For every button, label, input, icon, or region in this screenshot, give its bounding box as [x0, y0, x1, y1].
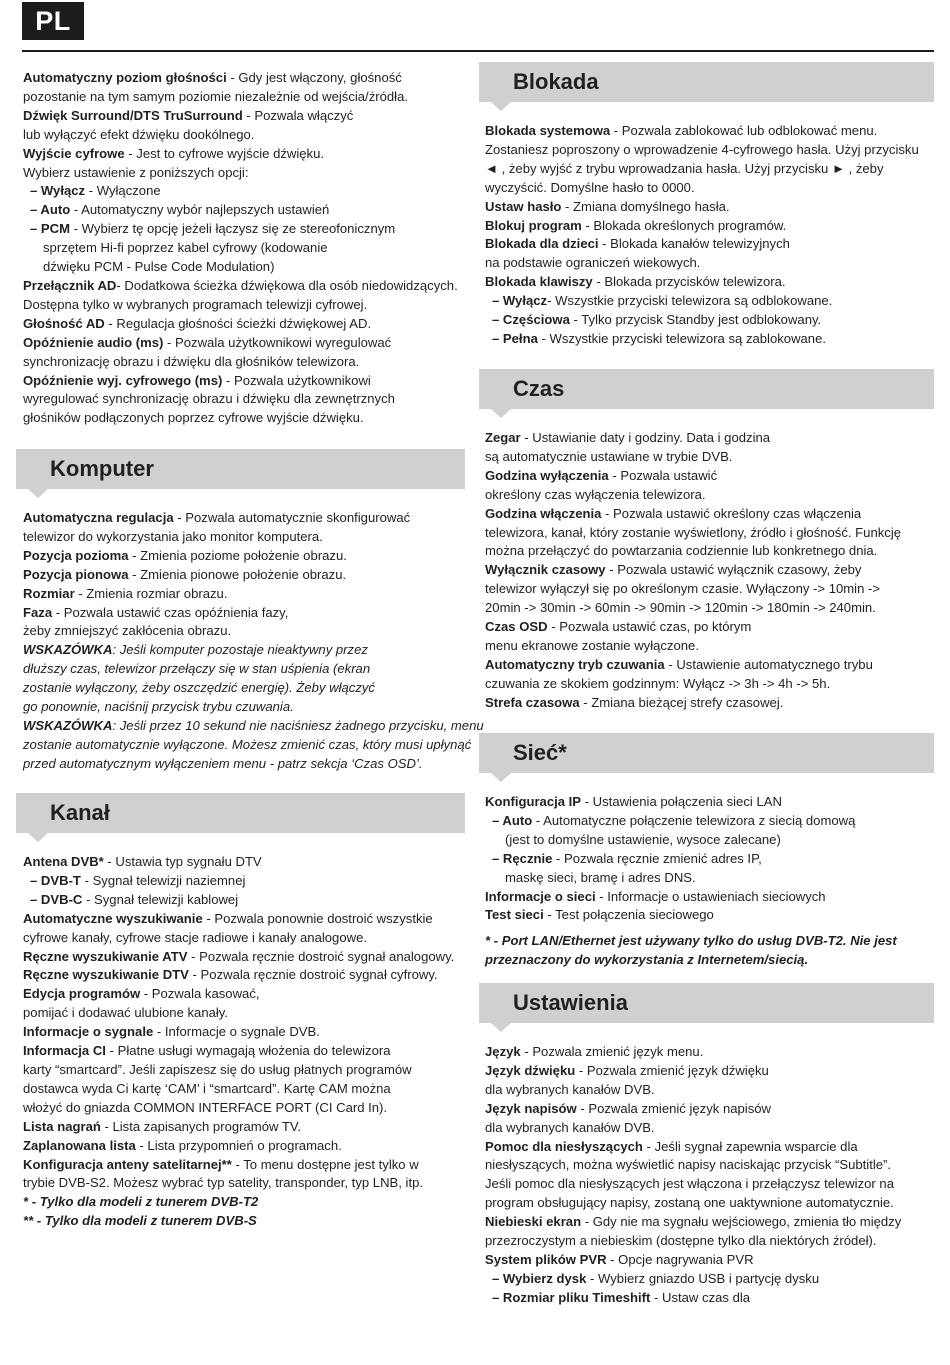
- komputer-text: [23, 509, 484, 774]
- term: Automatyczna regulacja: [23, 510, 174, 525]
- text-line: [485, 254, 930, 273]
- term: Język dźwięku: [485, 1062, 576, 1078]
- text-line: [23, 547, 468, 566]
- description: - Pozwala użytkownikowi: [222, 372, 371, 388]
- text-line: [485, 160, 930, 179]
- description: dla wybranych kanałów DVB.: [485, 1119, 655, 1135]
- text-line: [23, 69, 468, 88]
- description: go ponownie, naciśnij przycisk trybu czuwania.: [23, 699, 294, 715]
- text-line: [23, 509, 468, 528]
- term: Rozmiar: [23, 585, 75, 601]
- description: - Tylko przycisk Standby jest odblokowany.: [569, 312, 822, 328]
- description: trybie DVB-S2. Możesz wybrać typ satelity, transponder, typ LNB, itp.: [23, 1175, 424, 1191]
- description: - Pozwala zablokować lub odblokować menu.: [610, 123, 878, 138]
- term: – Wyłącz: [492, 293, 548, 309]
- term: – Auto: [492, 812, 533, 828]
- text-line: [23, 201, 468, 220]
- text-line: [23, 985, 468, 1004]
- text-line: [23, 239, 468, 258]
- text-line: [23, 126, 468, 145]
- text-line: [485, 429, 930, 448]
- description: - Regulacja głośności ścieżki dźwiękowej AD.: [104, 315, 372, 331]
- text-line: [485, 951, 930, 970]
- text-line: [23, 1193, 468, 1212]
- section-header-blokada: [479, 62, 934, 102]
- term: Informacje o sygnale: [23, 1024, 154, 1040]
- term: Ręczne wyszukiwanie ATV: [23, 948, 188, 964]
- description: - Sygnał telewizji kablowej: [82, 891, 239, 907]
- description: - Dodatkowa ścieżka dźwiękowa dla osób niedowidzących.: [116, 277, 458, 293]
- description: - Ustawienia połączenia sieci LAN: [581, 794, 782, 809]
- description: - Pozwala zmienić język menu.: [520, 1044, 704, 1059]
- text-line: [485, 448, 930, 467]
- term: Zegar: [485, 430, 521, 445]
- text-line: [485, 793, 930, 812]
- text-line: [23, 585, 468, 604]
- text-line: [485, 273, 930, 292]
- section-header-ustawienia: [479, 983, 934, 1023]
- description: sprzętem Hi-fi poprzez kabel cyfrowy (kodowanie: [43, 240, 328, 256]
- term: Blokuj program: [485, 217, 582, 233]
- term: Blokada systemowa: [485, 123, 611, 138]
- text-line: [23, 88, 468, 107]
- text-line: [485, 1270, 930, 1289]
- term: Język napisów: [485, 1100, 577, 1116]
- text-line: [485, 1175, 930, 1194]
- term: * - Tylko dla modeli z tunerem DVB-T2: [23, 1194, 259, 1210]
- text-line: [23, 641, 468, 660]
- description: - Zmienia pionowe położenie obrazu.: [128, 566, 347, 582]
- text-line: [485, 467, 930, 486]
- text-line: [485, 141, 930, 160]
- text-line: [485, 235, 930, 254]
- description: program obsługujący napisy, zostaną one uaktywnione automatycznie.: [485, 1195, 894, 1211]
- blokada-text: [485, 122, 930, 349]
- description: czuwania ze skokiem godzinnym: Wyłącz -> 3h -> 4h -> 5h.: [485, 675, 831, 691]
- description: Zostaniesz poproszony o wprowadzenie 4-cyfrowego hasła. Użyj przycisku: [485, 141, 919, 157]
- term: Konfiguracja IP: [485, 794, 582, 809]
- text-line: [23, 390, 468, 409]
- term: Ustaw hasło: [485, 198, 562, 214]
- description: - Wybierz tę opcję jeżeli łączysz się ze stereofonicznym: [70, 221, 396, 237]
- section-header-komputer: [16, 449, 465, 489]
- description: - Zmienia rozmiar obrazu.: [74, 585, 228, 601]
- text-line: [23, 566, 468, 585]
- description: - Wszystkie przyciski telewizora są zablokowane.: [537, 330, 827, 346]
- text-line: [23, 717, 484, 736]
- description: żeby zmniejszyć zakłócenia obrazu.: [23, 623, 232, 639]
- description: - Wybierz gniazdo USB i partycję dysku: [586, 1270, 820, 1286]
- description: telewizor do wykorzystania jako monitor komputera.: [23, 528, 323, 544]
- term: Automatyczny tryb czuwania: [485, 656, 665, 672]
- text-line: [23, 755, 468, 774]
- description: - Pozwala włączyć: [242, 107, 354, 123]
- section-title: Komputer: [50, 456, 154, 481]
- description: na podstawie ograniczeń wiekowych.: [485, 255, 701, 271]
- text-line: [23, 1212, 468, 1231]
- description: pozostanie na tym samym poziomie niezależnie od wejścia/źródła.: [23, 88, 408, 104]
- description: - Ustawia typ sygnału DTV: [103, 854, 262, 869]
- section-header-siec: [479, 733, 934, 773]
- description: lub wyłączyć efekt dźwięku dookólnego.: [23, 126, 255, 142]
- text-line: [23, 679, 468, 698]
- text-line: [485, 580, 930, 599]
- term: – Pełna: [492, 330, 538, 346]
- description: - Ustawienie automatycznego trybu: [664, 656, 873, 672]
- term: Wyłącznik czasowy: [485, 562, 606, 578]
- text-line: [23, 891, 468, 910]
- term: Czas OSD: [485, 619, 548, 635]
- description: 20min -> 30min -> 60min -> 90min -> 120min -> 180min -> 240min.: [485, 600, 876, 616]
- description: - Sygnał telewizji naziemnej: [80, 872, 246, 888]
- text-line: [485, 1119, 930, 1138]
- term: – Wyłącz: [30, 183, 86, 199]
- text-line: [23, 910, 468, 929]
- term: Edycja programów: [23, 986, 141, 1002]
- text-line: [485, 179, 930, 198]
- description: - Automatyczny wybór najlepszych ustawień: [70, 202, 330, 218]
- description: - Pozwala ponownie dostroić wszystkie: [202, 910, 433, 926]
- description: - Ustawianie daty i godziny. Data i godzina: [520, 430, 771, 445]
- description: - Pozwala ręcznie zmienić adres IP,: [552, 850, 762, 866]
- text-line: [23, 1080, 468, 1099]
- term: Dźwięk Surround/DTS TruSurround: [23, 107, 243, 123]
- text-line: [485, 486, 930, 505]
- text-line: [485, 831, 930, 850]
- description: - Test połączenia sieciowego: [543, 907, 714, 923]
- text-line: [485, 1156, 930, 1175]
- header-rule: [22, 50, 934, 52]
- term: – Ręcznie: [492, 850, 553, 866]
- description: dostawca wyda Ci kartę ‘CAM’ i “smartcard”. Kartę CAM można: [23, 1080, 391, 1096]
- description: - Pozwala ustawić określony czas włączenia: [601, 505, 862, 521]
- text-line: [23, 296, 468, 315]
- term: Opóźnienie audio (ms): [23, 334, 164, 350]
- description: dla wybranych kanałów DVB.: [485, 1081, 655, 1097]
- description: (jest to domyślne ustawienie, wysoce zalecane): [505, 831, 781, 847]
- section-title: Czas: [513, 376, 565, 401]
- text-line: [485, 637, 930, 656]
- text-line: [485, 675, 930, 694]
- description: - Pozwala ręcznie dostroić sygnał cyfrowy.: [188, 967, 438, 983]
- term: Faza: [23, 604, 53, 620]
- text-line: [23, 966, 468, 985]
- description: - Gdy jest włączony, głośność: [226, 70, 402, 85]
- text-line: [23, 1118, 468, 1137]
- text-line: [485, 618, 930, 637]
- text-line: [23, 736, 472, 755]
- term: Język: [485, 1044, 521, 1059]
- text-line: [23, 872, 468, 891]
- term: Konfiguracja anteny satelitarnej**: [23, 1156, 232, 1172]
- term: Strefa czasowa: [485, 694, 580, 710]
- text-line: [23, 145, 468, 164]
- text-line: [23, 929, 468, 948]
- description: maskę sieci, bramę i adres DNS.: [505, 869, 696, 885]
- section-title: Sieć*: [513, 740, 567, 765]
- text-line: [485, 1194, 930, 1213]
- text-line: [485, 656, 930, 675]
- term: – Auto: [30, 202, 71, 218]
- text-line: [23, 1137, 468, 1156]
- description: - Zmiana bieżącej strefy czasowej.: [579, 694, 784, 710]
- term: Lista nagrań: [23, 1118, 101, 1134]
- text-line: [485, 850, 930, 869]
- audio-settings-text: [23, 69, 468, 428]
- description: - Wyłączone: [85, 183, 161, 199]
- description: - Pozwala zmienić język dźwięku: [575, 1062, 769, 1078]
- term: Automatyczne wyszukiwanie: [23, 910, 203, 926]
- term: przeznaczony do wykorzystania z Internetem/siecią.: [485, 952, 809, 968]
- text-line: [23, 258, 468, 277]
- text-line: [23, 528, 468, 547]
- description: wyregulować synchronizację obrazu i dźwięku dla zewnętrznych: [23, 391, 395, 407]
- description: - Pozwala ustawić czas, po którym: [547, 619, 752, 635]
- description: - Pozwala ustawić czas opóźnienia fazy,: [52, 604, 289, 620]
- text-line: [485, 1251, 930, 1270]
- ustawienia-text: [485, 1043, 930, 1308]
- text-line: [485, 1100, 930, 1119]
- text-line: [485, 869, 930, 888]
- section-header-kanal: [16, 793, 465, 833]
- description: zostanie automatycznie wyłączone. Możesz zmienić czas, który musi upłynąć: [23, 736, 472, 752]
- text-line: [485, 1062, 930, 1081]
- term: – Rozmiar pliku Timeshift: [492, 1289, 651, 1305]
- text-line: [23, 372, 468, 391]
- term: Blokada klawiszy: [485, 274, 593, 290]
- term: Niebieski ekran: [485, 1214, 582, 1230]
- description: - Zmiana domyślnego hasła.: [561, 198, 730, 214]
- term: – DVB-T: [30, 872, 81, 888]
- text-line: [485, 1138, 930, 1157]
- text-line: [23, 1061, 468, 1080]
- text-line: [485, 542, 930, 561]
- term: Głośność AD: [23, 315, 105, 331]
- text-line: [23, 660, 468, 679]
- text-line: [485, 561, 930, 580]
- description: włożyć do gniazda COMMON INTERFACE PORT (CI Card In).: [23, 1099, 388, 1115]
- description: synchronizację obrazu i dźwięku dla głośników telewizora.: [23, 353, 360, 369]
- text-line: [23, 604, 468, 623]
- kanal-text: [23, 853, 468, 1231]
- text-line: [485, 292, 930, 311]
- description: - Pozwala automatycznie skonfigurować: [173, 510, 411, 525]
- text-line: [23, 1023, 468, 1042]
- description: - Opcje nagrywania PVR: [606, 1251, 754, 1267]
- term: Przełącznik AD: [23, 277, 117, 293]
- term: – PCM: [30, 221, 71, 237]
- description: telewizora, kanał, który zostanie wyświetlony, źródło i głośność. Funkcję: [485, 524, 902, 540]
- czas-text: [485, 429, 930, 713]
- description: - Lista zapisanych programów TV.: [100, 1118, 301, 1134]
- term: Test sieci: [485, 907, 544, 923]
- section-title: Ustawienia: [513, 990, 628, 1015]
- text-line: [23, 1174, 468, 1193]
- term: Informacje o sieci: [485, 888, 596, 904]
- text-line: [485, 311, 930, 330]
- description: - To menu dostępne jest tylko w: [231, 1156, 419, 1172]
- section-title: Blokada: [513, 69, 599, 94]
- description: dłuższy czas, telewizor przełączy się w stan uśpienia (ekran: [23, 661, 371, 677]
- text-line: [485, 1081, 930, 1100]
- text-line: [23, 1156, 468, 1175]
- text-line: [485, 599, 930, 618]
- description: - Pozwala ustawić wyłącznik czasowy, żeby: [605, 562, 862, 578]
- term: Opóźnienie wyj. cyfrowego (ms): [23, 372, 223, 388]
- language-tab: PL: [22, 2, 84, 40]
- description: niesłyszących, można wyświetlić napisy naciskając przycisk “Subtitle”.: [485, 1157, 892, 1173]
- description: - Gdy nie ma sygnału wejściowego, zmienia tło między: [581, 1214, 902, 1230]
- text-line: [23, 853, 468, 872]
- description: cyfrowe kanały, cyfrowe stacje radiowe i kanały analogowe.: [23, 929, 367, 945]
- text-line: [23, 1099, 468, 1118]
- term: Pomoc dla niesłyszących: [485, 1138, 643, 1154]
- description: - Jest to cyfrowe wyjście dźwięku.: [124, 145, 325, 161]
- description: Wybierz ustawienie z poniższych opcji:: [23, 164, 249, 180]
- term: Pozycja pozioma: [23, 547, 129, 563]
- description: : Jeśli komputer pozostaje nieaktywny przez: [112, 642, 368, 658]
- description: przed automatycznym wyłączeniem menu - patrz sekcja ‘Czas OSD’.: [23, 755, 423, 771]
- text-line: [23, 698, 468, 717]
- text-line: [485, 812, 930, 831]
- section-title: Kanał: [50, 800, 110, 825]
- siec-text: [485, 793, 930, 970]
- term: Pozycja pionowa: [23, 566, 129, 582]
- description: - Pozwala zmienić język napisów: [576, 1100, 771, 1116]
- term: – DVB-C: [30, 891, 83, 907]
- text-line: [23, 220, 468, 239]
- text-line: [485, 524, 930, 543]
- section-header-czas: [479, 369, 934, 409]
- term: Ręczne wyszukiwanie DTV: [23, 967, 189, 983]
- term: WSKAZÓWKA: [23, 717, 113, 733]
- term: Godzina włączenia: [485, 505, 602, 521]
- term: Godzina wyłączenia: [485, 467, 609, 483]
- term: System plików PVR: [485, 1251, 607, 1267]
- description: są automatycznie ustawiane w trybie DVB.: [485, 448, 733, 464]
- text-line: [485, 1213, 930, 1232]
- description: zostanie wyłączony, żeby oszczędzić energię). Żeby włączyć: [23, 680, 375, 696]
- text-line: [23, 409, 468, 428]
- text-line: [485, 694, 930, 713]
- text-line: [23, 334, 468, 353]
- description: Dostępna tylko w wybranych programach telewizji cyfrowej.: [23, 296, 368, 312]
- term: Informacja CI: [23, 1043, 106, 1059]
- text-line: [23, 164, 468, 183]
- description: - Ustaw czas dla: [650, 1289, 751, 1305]
- description: można przełączyć do powtarzania codziennie lub konkretnego dnia.: [485, 543, 878, 559]
- description: - Płatne usługi wymagają włożenia do telewizora: [105, 1043, 391, 1059]
- description: telewizor wyłączył się po określonym czasie. Wyłączony -> 10min ->: [485, 581, 881, 597]
- description: - Pozwala użytkownikowi wyregulować: [163, 334, 392, 350]
- description: ◄ , żeby wyjść z trybu wprowadzania hasła. Użyj przycisku ► , żeby: [485, 160, 884, 176]
- description: wyczyścić. Domyślne hasło to 0000.: [485, 179, 695, 195]
- text-line: [485, 330, 930, 349]
- text-line: [485, 906, 930, 925]
- description: - Informacje o sygnale DVB.: [153, 1024, 320, 1040]
- text-line: [23, 622, 468, 641]
- description: określony czas wyłączenia telewizora.: [485, 486, 706, 502]
- text-line: [23, 1004, 468, 1023]
- description: - Zmienia poziome położenie obrazu.: [128, 547, 347, 563]
- term: Antena DVB*: [23, 854, 104, 869]
- term: Automatyczny poziom głośności: [23, 70, 227, 85]
- description: : Jeśli przez 10 sekund nie naciśniesz żadnego przycisku, menu: [112, 717, 484, 733]
- description: - Informacje o ustawieniach sieciowych: [595, 888, 826, 904]
- description: - Automatyczne połączenie telewizora z siecią domową: [532, 812, 856, 828]
- description: głośników podłączonych poprzez cyfrowe wyjście dźwięku.: [23, 410, 364, 426]
- term: ** - Tylko dla modeli z tunerem DVB-S: [23, 1213, 257, 1229]
- text-line: [23, 1042, 468, 1061]
- text-line: [23, 182, 468, 201]
- term: Wyjście cyfrowe: [23, 145, 125, 161]
- text-line: [485, 1289, 930, 1308]
- description: - Pozwala ręcznie dostroić sygnał analogowy.: [187, 948, 455, 964]
- term: WSKAZÓWKA: [23, 642, 113, 658]
- text-line: [485, 1232, 930, 1251]
- description: - Pozwala kasować,: [140, 986, 260, 1002]
- text-line: [23, 948, 468, 967]
- text-line: [485, 932, 930, 951]
- text-line: [485, 122, 930, 141]
- text-line: [485, 217, 930, 236]
- text-line: [23, 353, 468, 372]
- description: menu ekranowe zostanie wyłączone.: [485, 637, 699, 653]
- term: Zaplanowana lista: [23, 1137, 136, 1153]
- text-line: [23, 277, 468, 296]
- text-line: [23, 315, 468, 334]
- term: – Częściowa: [492, 312, 570, 328]
- description: karty “smartcard”. Jeśli zapiszesz się do usług płatnych programów: [23, 1061, 412, 1077]
- text-line: [23, 107, 468, 126]
- description: Jeśli pomoc dla niesłyszących jest włączona i przełączysz telewizor na: [485, 1176, 894, 1192]
- description: przezroczystym a niebieskim (dostępne tylko dla niektórych źródeł).: [485, 1233, 877, 1249]
- description: - Lista przypomnień o programach.: [135, 1137, 342, 1153]
- description: - Jeśli sygnał zapewnia wsparcie dla: [642, 1138, 858, 1154]
- description: pomijać i dodawać ulubione kanały.: [23, 1005, 229, 1021]
- description: dźwięku PCM - Pulse Code Modulation): [43, 259, 275, 275]
- description: - Pozwala ustawić: [608, 467, 718, 483]
- description: - Blokada określonych programów.: [581, 217, 787, 233]
- term: Blokada dla dzieci: [485, 236, 599, 252]
- description: - Blokada przycisków telewizora.: [592, 274, 786, 290]
- term: * - Port LAN/Ethernet jest używany tylko do usług DVB-T2. Nie jest: [485, 933, 897, 949]
- term: – Wybierz dysk: [492, 1270, 587, 1286]
- text-line: [485, 1043, 930, 1062]
- description: - Wszystkie przyciski telewizora są odblokowane.: [547, 293, 833, 309]
- text-line: [485, 505, 930, 524]
- text-line: [485, 198, 930, 217]
- text-line: [485, 888, 930, 907]
- description: - Blokada kanałów telewizyjnych: [598, 236, 790, 252]
